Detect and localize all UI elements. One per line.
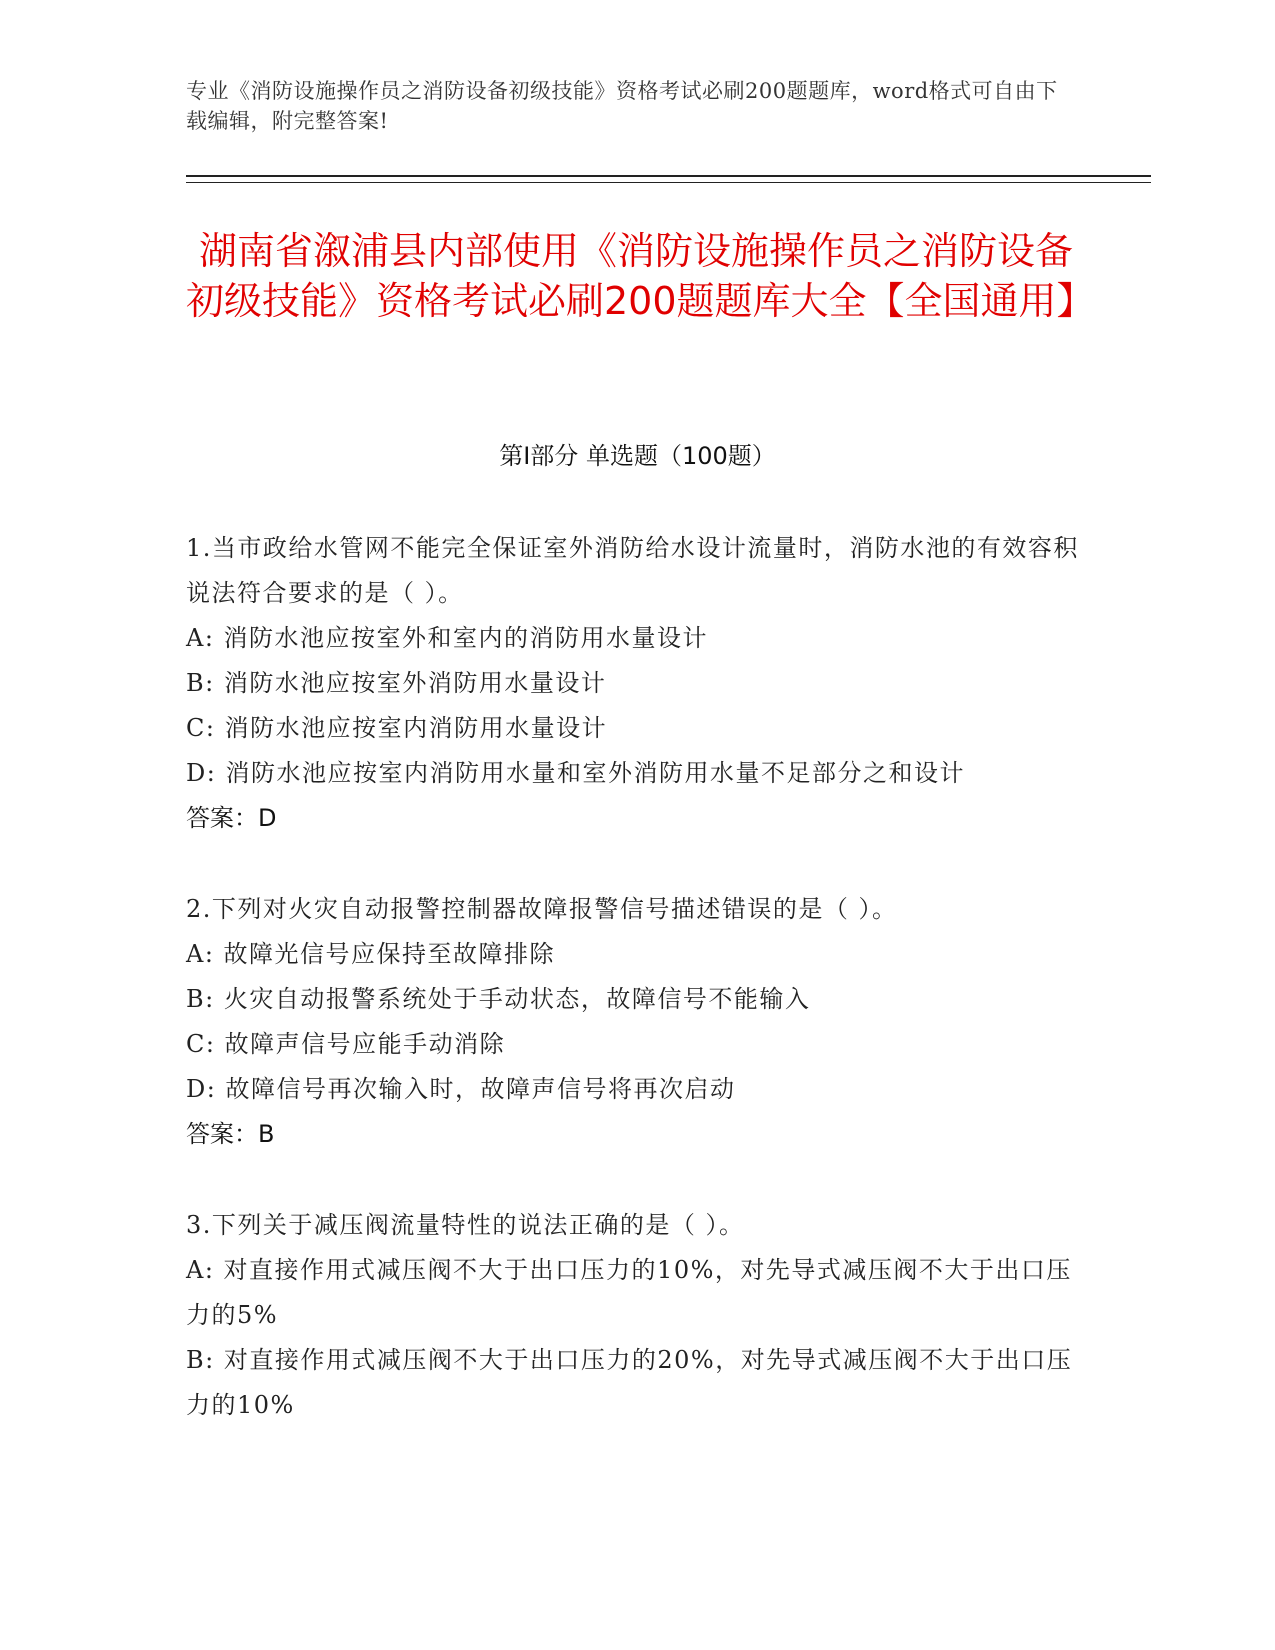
answer: 答案：B — [186, 1120, 275, 1148]
option-a: A: 对直接作用式减压阀不大于出口压力的10%，对先导式减压阀不大于出口压力的5% — [186, 1256, 1072, 1329]
option-c: C: 消防水池应按室内消防用水量设计 — [186, 714, 608, 742]
option-a: A: 消防水池应按室外和室内的消防用水量设计 — [186, 624, 709, 652]
question-3 — [186, 1203, 1086, 1428]
header-rule-thin — [186, 182, 1151, 183]
answer: 答案：D — [186, 804, 277, 832]
section-heading: 第I部分 单选题（100题） — [499, 442, 776, 470]
question-1 — [186, 526, 1086, 841]
header-rule-thick — [186, 175, 1151, 177]
question-stem: 3.下列关于减压阀流量特性的说法正确的是（ ）。 — [186, 1211, 745, 1239]
question-2 — [186, 887, 1086, 1157]
option-b: B: 消防水池应按室外消防用水量设计 — [186, 669, 607, 697]
option-d: D: 消防水池应按室内消防用水量和室外消防用水量不足部分之和设计 — [186, 759, 965, 787]
option-c: C: 故障声信号应能手动消除 — [186, 1030, 506, 1058]
option-b: B: 对直接作用式减压阀不大于出口压力的20%，对先导式减压阀不大于出口压力的10% — [186, 1346, 1073, 1419]
header-note: 专业《消防设施操作员之消防设备初级技能》资格考试必刷200题题库，word格式可自由下载编辑，附完整答案! — [186, 79, 1058, 133]
document-title: 湖南省溆浦县内部使用《消防设施操作员之消防设备初级技能》资格考试必刷200题题库大全【全国通用】 — [186, 229, 1095, 323]
question-stem: 1.当市政给水管网不能完全保证室外消防给水设计流量时，消防水池的有效容积说法符合要求的是（ ）。 — [186, 534, 1079, 607]
option-d: D: 故障信号再次输入时，故障声信号将再次启动 — [186, 1075, 736, 1103]
option-b: B: 火灾自动报警系统处于手动状态，故障信号不能输入 — [186, 985, 811, 1013]
question-stem: 2.下列对火灾自动报警控制器故障报警信号描述错误的是（ ）。 — [186, 895, 898, 923]
option-a: A: 故障光信号应保持至故障排除 — [186, 940, 556, 968]
question-list — [186, 526, 1086, 1474]
